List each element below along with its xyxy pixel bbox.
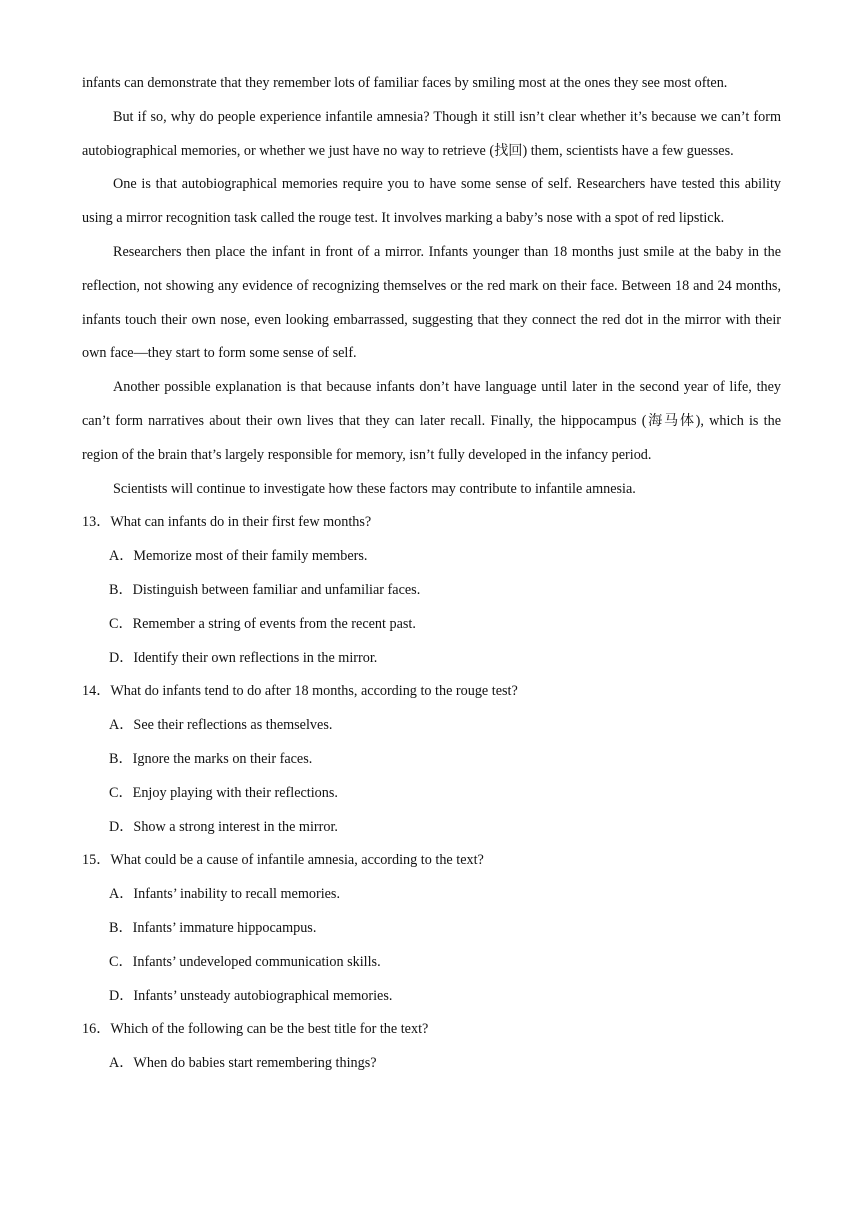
question-13 [82, 506, 781, 675]
passage-paragraph-2: But if so, why do people experience infantile amnesia? Though it still isn’t clear whether it’s because we can’t form autobiographical memories, or whether we just have no way to retrieve (找回) them, scientists have a few guesses. [82, 108, 781, 159]
passage-paragraph-5: Another possible explanation is that because infants don’t have language until later in the second year of life, they can’t form narratives about their own lives that they can later recall. Finally, the hippocampus (海马体), which is the region of the brain that’s largely responsible for memory, isn’t fully developed in the infancy period. [82, 379, 781, 463]
question-stem: 16．Which of the following can be the best title for the text? [82, 1021, 429, 1038]
document-page [82, 67, 781, 1081]
question-14 [82, 675, 781, 844]
option-c[interactable]: C．Remember a string of events from the recent past. [109, 615, 416, 632]
passage-paragraph-6: Scientists will continue to investigate how these factors may contribute to infantile amnesia. [113, 480, 636, 497]
option-c[interactable]: C．Enjoy playing with their reflections. [109, 784, 338, 801]
option-a[interactable]: A．See their reflections as themselves. [109, 717, 333, 734]
question-16 [82, 1013, 781, 1081]
option-d[interactable]: D．Identify their own reflections in the mirror. [109, 649, 378, 666]
option-d[interactable]: D．Infants’ unsteady autobiographical memories. [109, 987, 393, 1004]
option-b[interactable]: B．Distinguish between familiar and unfamiliar faces. [109, 581, 421, 598]
passage-paragraph-3: One is that autobiographical memories require you to have some sense of self. Researchers have tested this ability using a mirror recognition task called the rouge test. It involves marking a baby’s nose with a spot of red lipstick. [82, 176, 781, 227]
question-stem: 14．What do infants tend to do after 18 months, according to the rouge test? [82, 683, 518, 700]
question-15 [82, 844, 781, 1013]
option-b[interactable]: B．Infants’ immature hippocampus. [109, 919, 317, 936]
option-d[interactable]: D．Show a strong interest in the mirror. [109, 818, 338, 835]
passage-paragraph-4: Researchers then place the infant in front of a mirror. Infants younger than 18 months just smile at the baby in the reflection, not showing any evidence of recognizing themselves or the red mark on their face. Between 18 and 24 months, infants touch their own nose, even looking embarrassed, suggesting that they connect the red dot in the mirror with their own face—they start to form some sense of self. [82, 243, 781, 362]
option-a[interactable]: A．When do babies start remembering things? [109, 1055, 377, 1072]
option-b[interactable]: B．Ignore the marks on their faces. [109, 750, 313, 767]
option-c[interactable]: C．Infants’ undeveloped communication skills. [109, 953, 381, 970]
option-a[interactable]: A．Infants’ inability to recall memories. [109, 886, 341, 903]
option-a[interactable]: A．Memorize most of their family members. [109, 548, 368, 565]
passage-paragraph-1: infants can demonstrate that they remember lots of familiar faces by smiling most at the ones they see most often. [82, 75, 728, 91]
question-stem: 15．What could be a cause of infantile amnesia, according to the text? [82, 852, 484, 869]
question-stem: 13．What can infants do in their first few months? [82, 514, 372, 531]
